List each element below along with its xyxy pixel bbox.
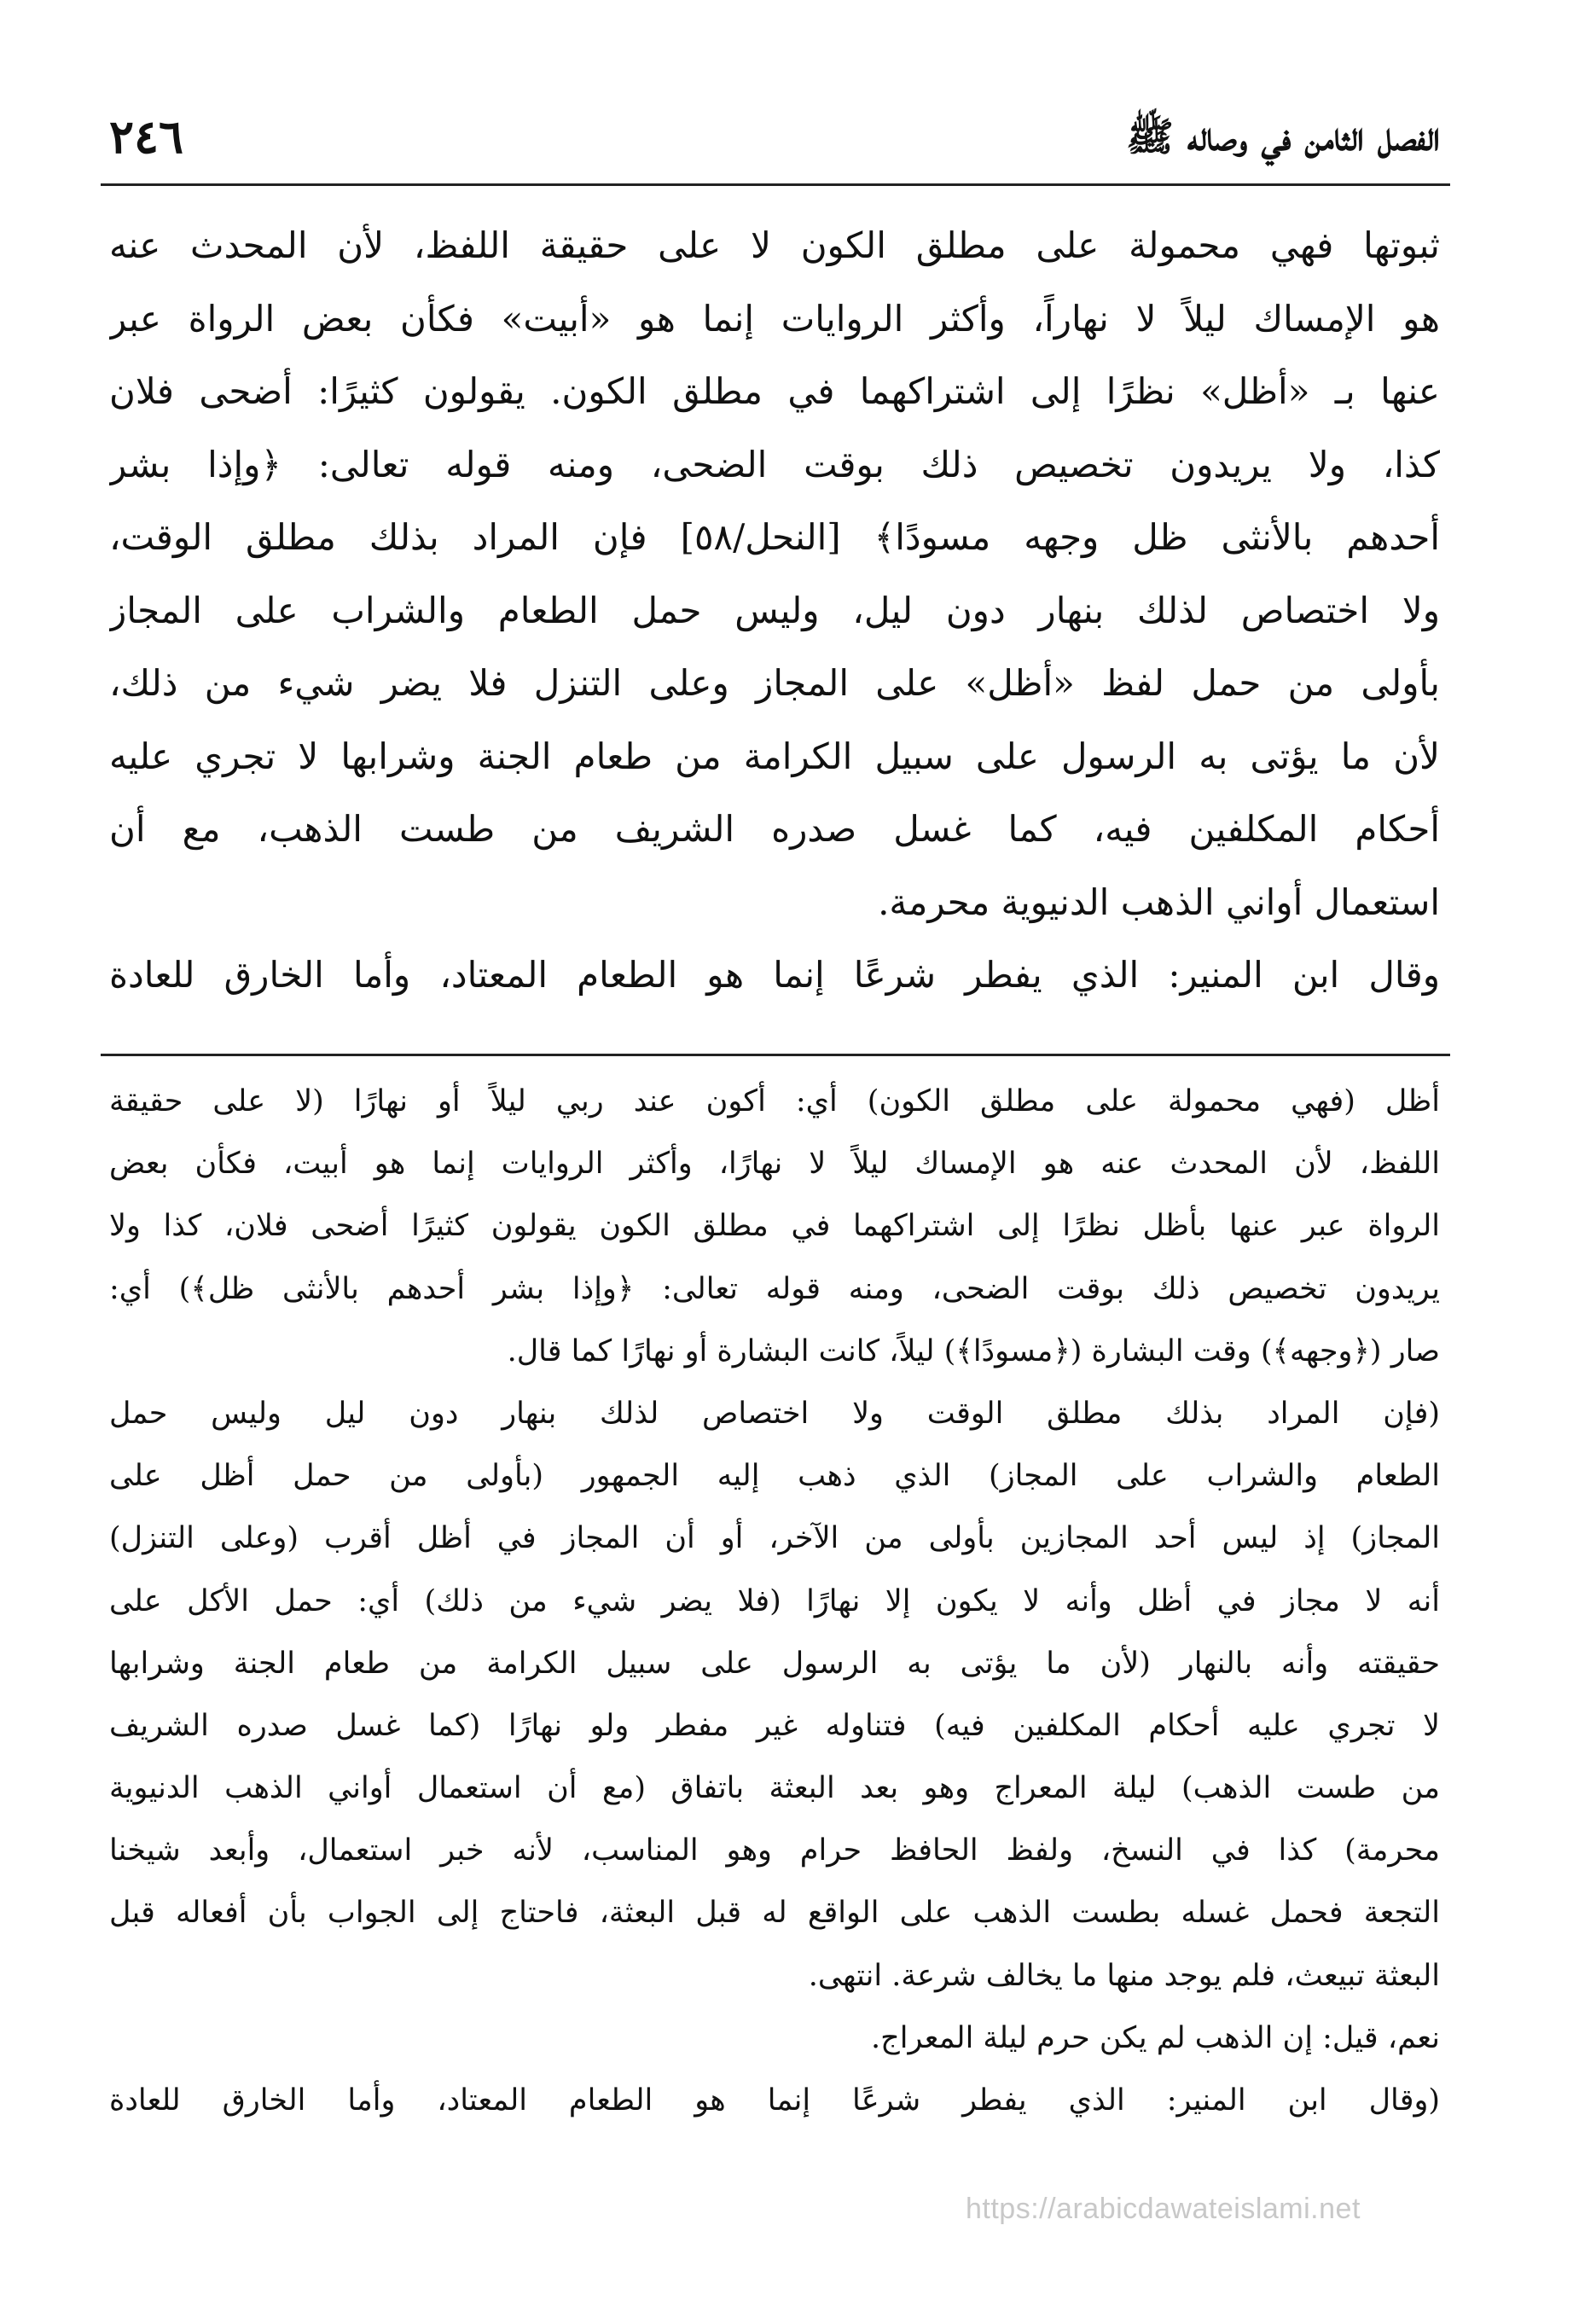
commentary-line: اللفظ، لأن المحدث عنه هو الإمساك ليلاً لا نهارًا، وأكثر الروايات إنما هو أبيت، فكأن بعض — [109, 1147, 1440, 1182]
commentary-line: لا تجري عليه أحكام المكلفين فيه) فتناوله غير مفطر ولو نهارًا (كما غسل صدره الشريف — [109, 1708, 1440, 1743]
commentary-divider — [101, 1054, 1450, 1056]
page-header — [109, 109, 1440, 177]
commentary-line: (وقال ابن المنير: الذي يفطر شرعًا إنما هو الطعام المعتاد، وأما الخارق للعادة — [109, 2083, 1440, 2118]
main-text-line: أحدهم بالأنثى ظل وجهه مسودًا﴾ [النحل/٥٨] فإن المراد بذلك مطلق الوقت، — [109, 516, 1440, 558]
main-text-line: وقال ابن المنير: الذي يفطر شرعًا إنما هو الطعام المعتاد، وأما الخارق للعادة — [109, 954, 1440, 996]
main-text-line: عنها بـ «أظل» نظرًا إلى اشتراكهما في مطلق الكون. يقولون كثيرًا: أضحى فلان — [109, 370, 1440, 412]
commentary-line: صار (﴿وجهه﴾) وقت البشارة (﴿مسودًا﴾) ليلاً، كانت البشارة أو نهارًا كما قال. — [507, 1333, 1440, 1368]
main-text-line: كذا، ولا يريدون تخصيص ذلك بوقت الضحى، ومنه قوله تعالى: ﴿وإذا بشر — [109, 443, 1440, 485]
commentary-line: الرواة عبر عنها بأظل نظرًا إلى اشتراكهما في مطلق الكون يقولون كثيرًا أضحى فلان، كذا ولا — [109, 1209, 1440, 1244]
main-text-line: ولا اختصاص لذلك بنهار دون ليل، وليس حمل الطعام والشراب على المجاز — [109, 589, 1440, 631]
main-text-line: هو الإمساك ليلاً لا نهاراً، وأكثر الروايات إنما هو «أبيت» فكأن بعض الرواة عبر — [109, 297, 1440, 340]
commentary-text — [109, 1071, 1440, 2132]
commentary-line: نعم، قيل: إن الذهب لم يكن حرم ليلة المعراج. — [871, 2020, 1440, 2055]
main-text-line: لأن ما يؤتى به الرسول على سبيل الكرامة من طعام الجنة وشرابها لا تجري عليه — [109, 735, 1440, 777]
main-text-line: ثبوتها فهي محمولة على مطلق الكون لا على حقيقة اللفظ، لأن المحدث عنه — [109, 224, 1440, 266]
commentary-line: أظل (فهي محمولة على مطلق الكون) أي: أكون عند ربي ليلاً أو نهارًا (لا على حقيقة — [109, 1084, 1440, 1118]
commentary-line: يريدون تخصيص ذلك بوقت الضحى، ومنه قوله تعالى: ﴿وإذا بشر أحدهم بالأنثى ظل﴾) أي: — [109, 1271, 1440, 1306]
commentary-line: (فإن المراد بذلك مطلق الوقت ولا اختصاص لذلك بنهار دون ليل وليس حمل — [109, 1396, 1440, 1431]
commentary-line: من طست الذهب) ليلة المعراج وهو بعد البعثة باتفاق (مع أن استعمال أواني الذهب الدنيوية — [109, 1771, 1440, 1806]
header-divider — [101, 183, 1450, 186]
commentary-line: البعثة تبيعث، فلم يوجد منها ما يخالف شرعة. انتهى. — [808, 1958, 1440, 1993]
chapter-title: الفصل الثامن في وصاله ﷺ — [1126, 113, 1440, 160]
main-text-line: أحكام المكلفين فيه، كما غسل صدره الشريف من طست الذهب، مع أن — [109, 808, 1440, 850]
commentary-line: حقيقته وأنه بالنهار (لأن ما يؤتى به الرسول على سبيل الكرامة من طعام الجنة وشرابها — [109, 1646, 1440, 1681]
commentary-line: أنه لا مجاز في أظل وأنه لا يكون إلا نهارًا (فلا يضر شيء من ذلك) أي: حمل الأكل على — [109, 1583, 1440, 1618]
watermark-url: https://arabicdawateislami.net — [966, 2193, 1361, 2225]
main-text-line: استعمال أواني الذهب الدنيوية محرمة. — [878, 880, 1440, 923]
commentary-line: التجعة فحمل غسله بطست الذهب على الواقع له قبل البعثة، فاحتاج إلى الجواب بأن أفعاله قبل — [109, 1896, 1440, 1931]
main-text — [109, 209, 1440, 1012]
commentary-line: محرمة) كذا في النسخ، ولفظ الحافظ حرام وهو المناسب، لأنه خبر استعمال، وأبعد شيخنا — [109, 1833, 1440, 1868]
commentary-line: الطعام والشراب على المجاز) الذي ذهب إليه الجمهور (بأولى من حمل أظل على — [109, 1459, 1440, 1494]
page-number: ٢٤٦ — [109, 109, 184, 164]
main-text-line: بأولى من حمل لفظ «أظل» على المجاز وعلى التنزل فلا يضر شيء من ذلك، — [109, 662, 1440, 704]
commentary-line: المجاز) إذ ليس أحد المجازين بأولى من الآخر، أو أن المجاز في أظل أقرب (وعلى التنزل) — [109, 1521, 1440, 1556]
